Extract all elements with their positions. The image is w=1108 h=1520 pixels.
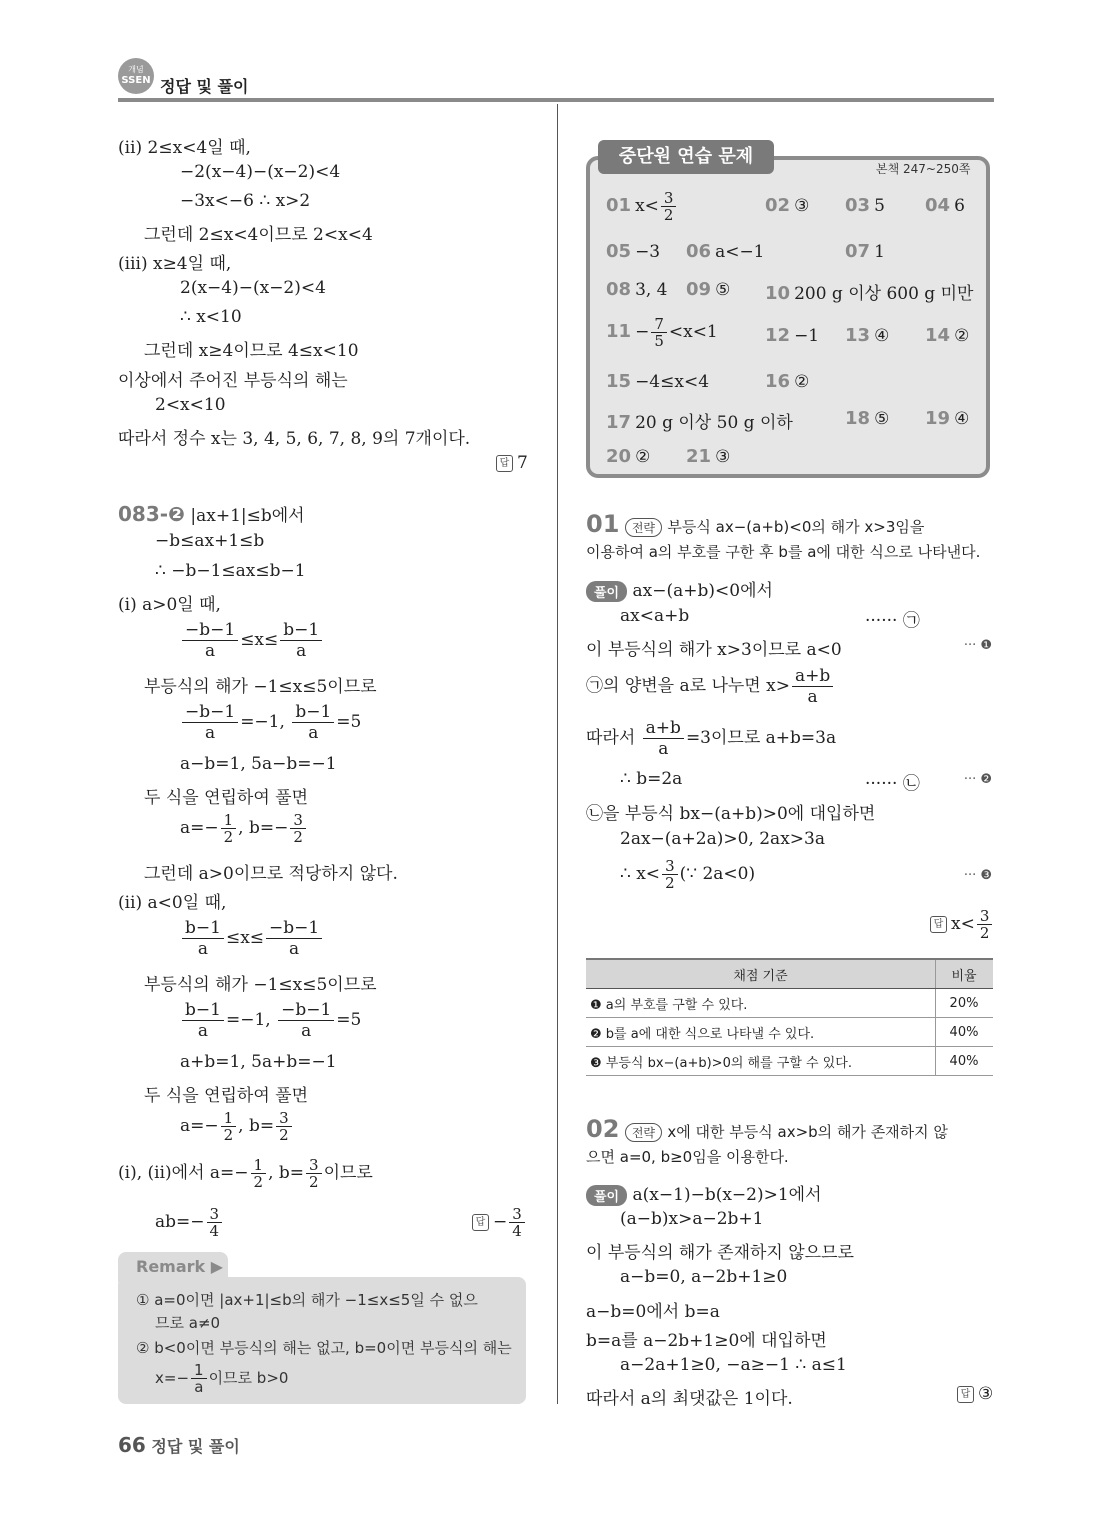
solution-02-strategy: 02 전략 x에 대한 부등식 ax>b의 해가 존재하지 않 bbox=[586, 1115, 948, 1143]
text-line: 2ax−(a+2a)>0, 2ax>3a bbox=[620, 829, 825, 849]
solution-pill: 풀이 bbox=[586, 1185, 627, 1206]
text-line: −3x<−6 ∴ x>2 bbox=[180, 191, 311, 211]
table-row: ❷ b를 a에 대한 식으로 나타낼 수 있다. 40% bbox=[586, 1018, 993, 1047]
text-line: ㉡을 부등식 bx−(a+b)>0에 대입하면 bbox=[586, 804, 876, 824]
text-line: (ⅲ) x≥4일 때, bbox=[118, 254, 232, 274]
answer-item: 07 1 bbox=[845, 241, 885, 262]
answer-item: 19 ④ bbox=[925, 408, 970, 429]
equation-tag: ······ ㉡ bbox=[865, 774, 920, 794]
answer-mark-icon: 답 bbox=[496, 455, 513, 472]
text-line: 부등식의 해가 −1≤x≤5이므로 bbox=[144, 975, 377, 995]
answer-item: 02 ③ bbox=[765, 195, 810, 216]
answer-mark-icon: 답 bbox=[930, 916, 947, 933]
remark-line: x=− $\frac{1}{a}$ 이므로 b>0 bbox=[155, 1361, 289, 1396]
text-line: 그런데 2≤x<4이므로 2<x<4 bbox=[144, 225, 373, 245]
practice-title: 중단원 연습 문제 bbox=[598, 140, 774, 174]
text-line: a−2a+1≥0, −a≥−1 ∴ a≤1 bbox=[620, 1355, 847, 1375]
table-header: 비율 bbox=[936, 959, 994, 989]
text-line: 그런데 x≥4이므로 4≤x<10 bbox=[144, 341, 359, 361]
text-line: (ⅱ) 2≤x<4일 때, bbox=[118, 138, 251, 158]
math-line: a=− $\frac{1}{2}$ , b=− $\frac{3}{2}$ bbox=[180, 812, 308, 845]
answer-item: 11 − $\frac{7}{5}$ <x<1 bbox=[606, 315, 718, 350]
answer-01: 답 x< $\frac{3}{2}$ bbox=[930, 908, 994, 941]
text-line: a−b=1, 5a−b=−1 bbox=[180, 754, 337, 774]
math-line: a=− $\frac{1}{2}$ , b= $\frac{3}{2}$ bbox=[180, 1110, 294, 1143]
step-marker: ··· ❷ bbox=[963, 772, 992, 787]
remark-line: ② b<0이면 부등식의 해는 없고, b=0이면 부등식의 해는 bbox=[136, 1339, 512, 1357]
strategy-tag: 전략 bbox=[625, 518, 662, 537]
text-line: a−b=0, a−2b+1≥0 bbox=[620, 1267, 788, 1287]
page-number: 66 bbox=[118, 1433, 146, 1457]
answer-item: 05 −3 bbox=[606, 241, 661, 262]
header-rule bbox=[118, 98, 994, 102]
text-line: (a−b)x>a−2b+1 bbox=[620, 1209, 764, 1229]
text-line: 부등식의 해가 −1≤x≤5이므로 bbox=[144, 677, 377, 697]
text-line: b=a를 a−2b+1≥0에 대입하면 bbox=[586, 1331, 827, 1351]
answer-7: 답 7 bbox=[496, 453, 528, 473]
text-line: 이 부등식의 해가 x>3이므로 a<0 bbox=[586, 640, 842, 660]
text-line: 2<x<10 bbox=[155, 395, 226, 415]
math-line: 따라서 $\frac{a+b}{a}$ =3이므로 a+b=3a bbox=[586, 718, 837, 759]
answer-item: 06 a<−1 bbox=[686, 241, 765, 262]
answer-item: 03 5 bbox=[845, 195, 885, 216]
text-line: a−b=0에서 b=a bbox=[586, 1302, 720, 1322]
remark-line: ① a=0이면 |ax+1|≤b의 해가 −1≤x≤5일 수 없으 bbox=[136, 1291, 478, 1309]
math-line: $\frac{-b-1}{a}$ =−1, $\frac{b-1}{a}$ =5 bbox=[180, 702, 361, 743]
problem-number: 083-❷ bbox=[118, 502, 185, 526]
text-line: −b≤ax+1≤b bbox=[155, 531, 265, 551]
text-line: 으면 a=0, b≥0임을 이용한다. bbox=[586, 1148, 789, 1166]
remark-line: 므로 a≠0 bbox=[155, 1314, 221, 1332]
text-line: 따라서 정수 x는 3, 4, 5, 6, 7, 8, 9의 7개이다. bbox=[118, 429, 471, 449]
column-divider bbox=[557, 104, 558, 1404]
text-line: ∴ −b−1≤ax≤b−1 bbox=[155, 561, 306, 581]
answer-item: 09 ⑤ bbox=[686, 279, 731, 300]
answer-item: 14 ② bbox=[925, 325, 970, 346]
text-line: a+b=1, 5a+b=−1 bbox=[180, 1052, 337, 1072]
text-line: −2(x−4)−(x−2)<4 bbox=[180, 162, 341, 182]
answer-item: 18 ⑤ bbox=[845, 408, 890, 429]
text-line: 두 식을 연립하여 풀면 bbox=[144, 1086, 309, 1106]
text-line: ∴ x<10 bbox=[180, 307, 242, 327]
equation-tag: ······ ㉠ bbox=[865, 611, 920, 631]
answer-item: 13 ④ bbox=[845, 325, 890, 346]
answer-item: 17 20 g 이상 50 g 이하 bbox=[606, 412, 793, 433]
answer-item: 10 200 g 이상 600 g 미만 bbox=[765, 283, 974, 304]
math-line: $\frac{b-1}{a}$ =−1, $\frac{-b-1}{a}$ =5 bbox=[180, 1000, 361, 1041]
answer-neg-3-4: 답 − $\frac{3}{4}$ bbox=[472, 1206, 527, 1239]
header-title: 정답 및 풀이 bbox=[160, 77, 249, 96]
text-line: 두 식을 연립하여 풀면 bbox=[144, 788, 309, 808]
math-line: ∴ x< $\frac{3}{2}$ (∵ 2a<0) bbox=[620, 857, 756, 892]
answer-mark-icon: 답 bbox=[957, 1386, 974, 1403]
ssen-logo: 개념 SSEN bbox=[118, 58, 154, 94]
text-line: 이상에서 주어진 부등식의 해는 bbox=[118, 371, 348, 391]
case-heading: (ⅰ) a>0일 때, bbox=[118, 595, 221, 615]
table-row: ❸ 부등식 bx−(a+b)>0의 해를 구할 수 있다. 40% bbox=[586, 1047, 993, 1076]
footer-label: 정답 및 풀이 bbox=[151, 1437, 240, 1456]
answer-item: 15 −4≤x<4 bbox=[606, 371, 710, 392]
answer-item: 01 x< $\frac{3}{2}$ bbox=[606, 190, 678, 223]
answer-item: 20 ② bbox=[606, 446, 651, 467]
solution-start: 풀이 ax−(a+b)<0에서 bbox=[586, 576, 773, 602]
page-reference: 본책 247~250쪽 bbox=[876, 162, 971, 176]
math-line: $\frac{-b-1}{a}$ ≤x≤ $\frac{b-1}{a}$ bbox=[180, 620, 324, 661]
problem-083-2: 083-❷ |ax+1|≤b에서 bbox=[118, 502, 305, 526]
answer-item: 08 3, 4 bbox=[606, 279, 668, 300]
solution-start: 풀이 a(x−1)−b(x−2)>1에서 bbox=[586, 1180, 822, 1206]
solution-01-strategy: 01 전략 부등식 ax−(a+b)<0의 해가 x>3임을 bbox=[586, 510, 925, 538]
math-line: (ⅰ), (ⅱ)에서 a=− $\frac{1}{2}$ , b= $\frac{3}{2}$ 이므로 bbox=[118, 1156, 373, 1191]
step-marker: ··· ❸ bbox=[963, 868, 992, 883]
text-line: ax<a+b bbox=[620, 606, 690, 626]
math-line: ㉠의 양변을 a로 나누면 x> $\frac{a+b}{a}$ bbox=[586, 666, 835, 707]
text-line: 2(x−4)−(x−2)<4 bbox=[180, 278, 326, 298]
text-line: 따라서 a의 최댓값은 1이다. bbox=[586, 1389, 793, 1409]
text-line: 그런데 a>0이므로 적당하지 않다. bbox=[144, 864, 398, 884]
solution-pill: 풀이 bbox=[586, 581, 627, 602]
grading-criteria-table bbox=[586, 958, 993, 1076]
table-row: ❶ a의 부호를 구할 수 있다. 20% bbox=[586, 989, 993, 1018]
page-footer bbox=[118, 1433, 240, 1457]
text-line: 이 부등식의 해가 존재하지 않으므로 bbox=[586, 1243, 854, 1263]
case-heading: (ⅱ) a<0일 때, bbox=[118, 893, 227, 913]
text-line: 이용하여 a의 부호를 구한 후 b를 a에 대한 식으로 나타낸다. bbox=[586, 543, 981, 561]
answer-02: 답 ③ bbox=[957, 1384, 993, 1404]
remark-title: Remark ▶ bbox=[118, 1252, 228, 1282]
strategy-tag: 전략 bbox=[625, 1123, 662, 1142]
math-line: $\frac{b-1}{a}$ ≤x≤ $\frac{-b-1}{a}$ bbox=[180, 918, 324, 959]
text-line: ∴ b=2a bbox=[620, 769, 683, 789]
table-header: 채점 기준 bbox=[586, 959, 936, 989]
answer-item: 16 ② bbox=[765, 371, 810, 392]
answer-item: 12 −1 bbox=[765, 325, 820, 346]
answer-mark-icon: 답 bbox=[472, 1214, 489, 1231]
step-marker: ··· ❶ bbox=[963, 638, 992, 653]
answer-item: 21 ③ bbox=[686, 446, 731, 467]
math-line: ab=− $\frac{3}{4}$ bbox=[155, 1206, 224, 1239]
answer-item: 04 6 bbox=[925, 195, 965, 216]
